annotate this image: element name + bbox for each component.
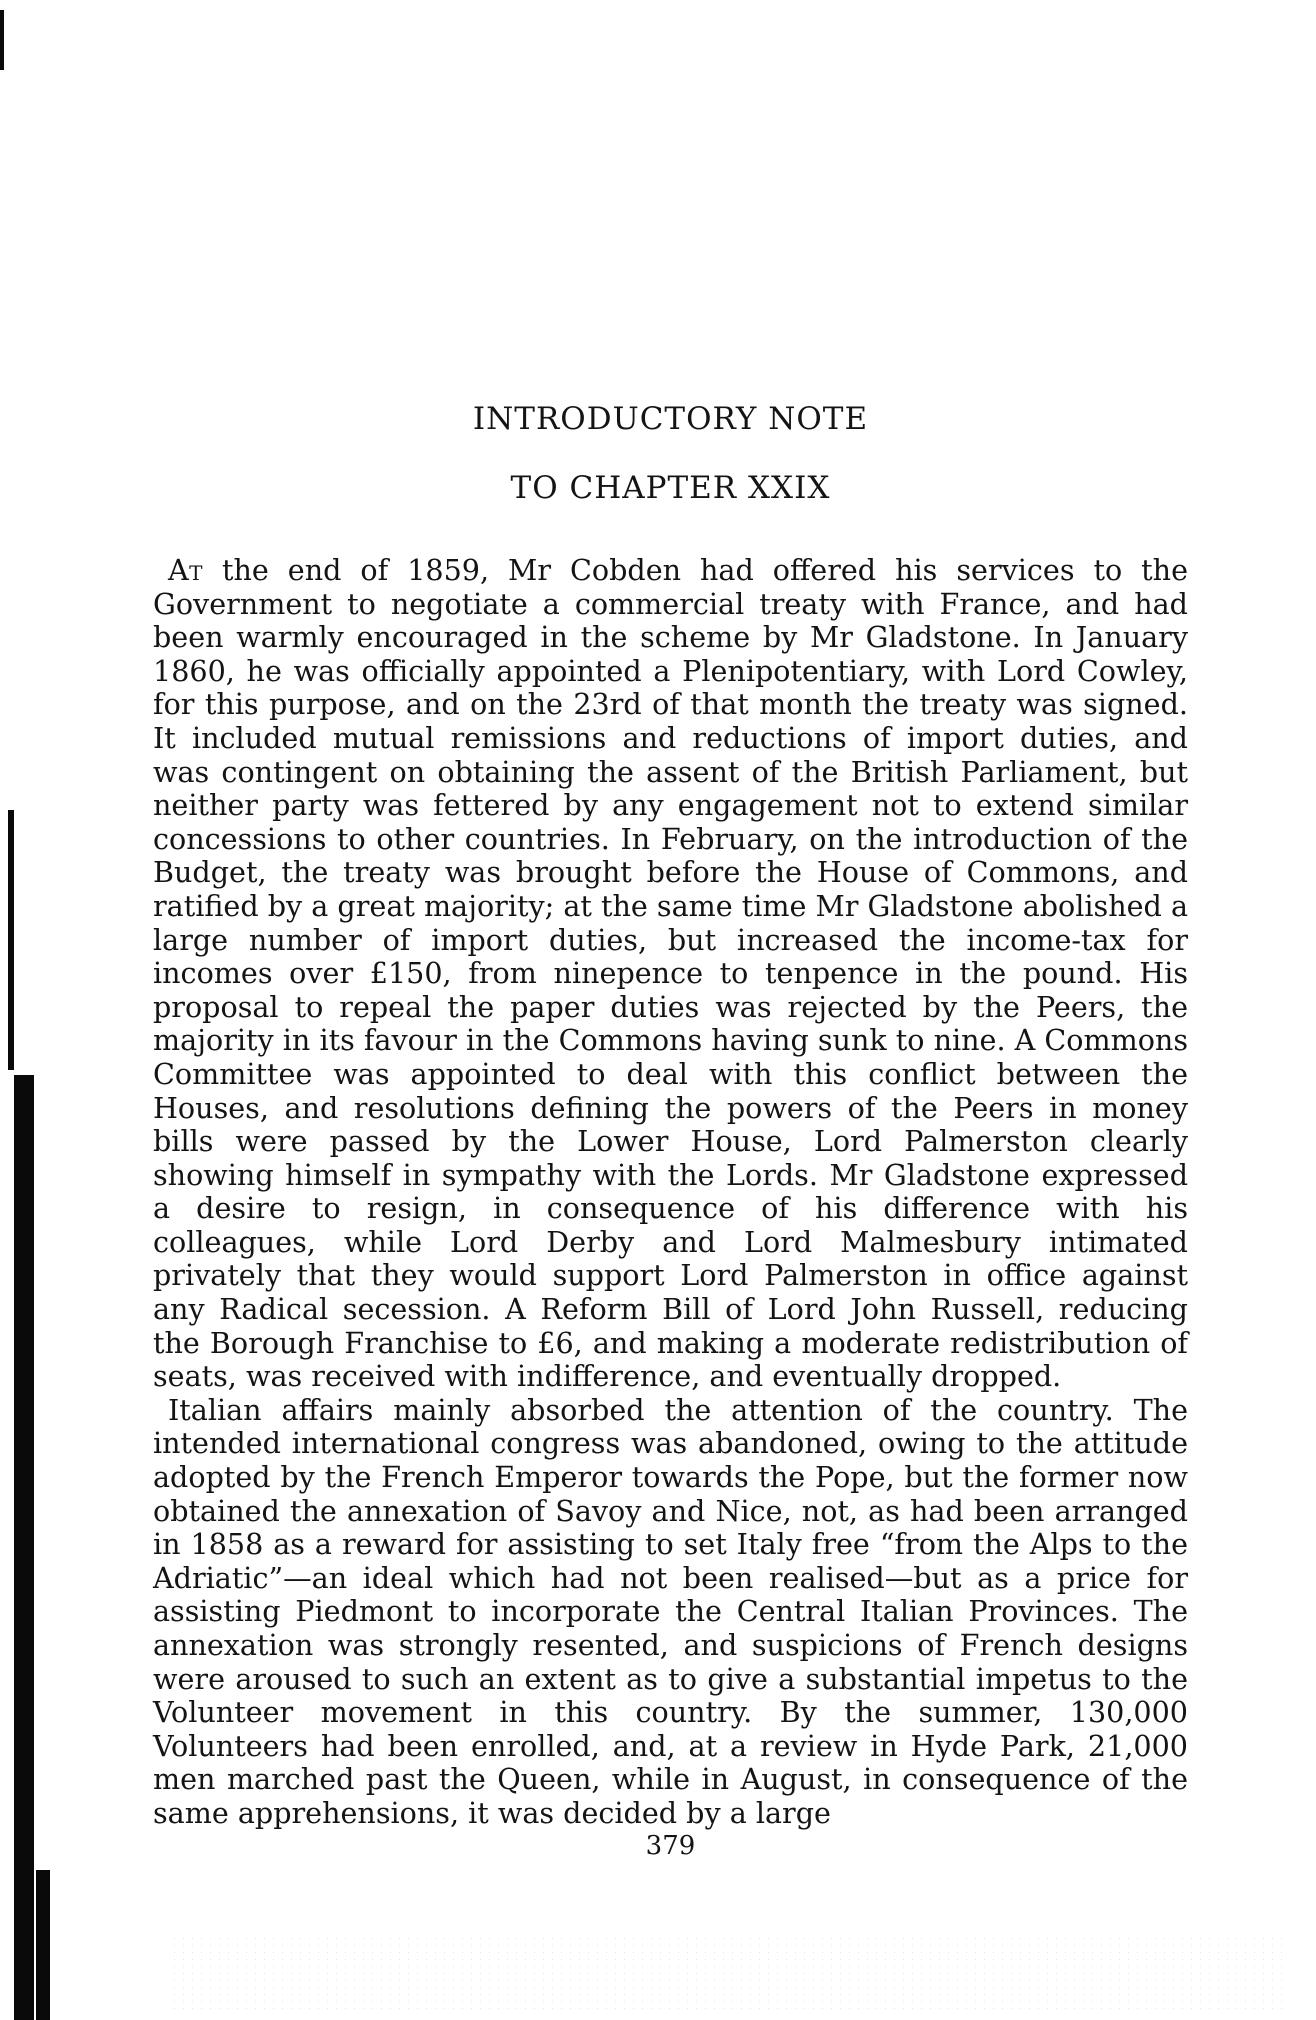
body-text xyxy=(153,554,1188,1831)
scan-edge-artifact xyxy=(36,1870,50,2020)
scan-edge-artifact xyxy=(8,810,14,1070)
page-number: 379 xyxy=(645,1830,696,1861)
book-page xyxy=(153,390,1188,1859)
scan-edge-artifact xyxy=(0,10,4,70)
paragraph xyxy=(153,554,1188,1394)
paragraph-text: Italian affairs mainly absorbed the attention of the country. The intended international congress was abandoned, owing to the attitude adopted by the French Emperor towards the Pope, but the former now obtained the annexation of Savoy and Nice, not, as had been arranged in 1858 as a reward for assisting to set Italy free “from the Alps to the Adriatic”—an ideal which had not been realised—but as a price for assisting Piedmont to incorporate the Central Italian Provinces. The annexation was strongly resented, and suspicions of French designs were aroused to such an extent as to give a substantial impetus to the Volunteer movement in this country. By the summer, 130,000 Volunteers had been enrolled, and, at a review in Hyde Park, 21,000 men marched past the Queen, while in August, in consequence of the same apprehensions, it was decided by a large xyxy=(153,1392,1188,1830)
paragraph-lead: At xyxy=(168,553,203,587)
scan-noise xyxy=(170,1935,1290,2015)
chapter-subheading: TO CHAPTER XXIX xyxy=(510,470,831,506)
paragraph xyxy=(153,1394,1188,1831)
chapter-heading: INTRODUCTORY NOTE xyxy=(472,401,869,437)
paragraph-text: the end of 1859, Mr Cobden had offered his services to the Government to negotiate a commercial treaty with France, and had been warmly encouraged in the scheme by Mr Gladstone. In January 1860, he was officially appointed a Plenipotentiary, with Lord Cowley, for this purpose, and on the 23rd of that month the treaty was signed. It included mutual remissions and reductions of import duties, and was contingent on obtaining the assent of the British Parliament, but neither party was fettered by any engagement not to extend similar concessions to other countries. In February, on the introduction of the Budget, the treaty was brought before the House of Commons, and ratified by a great majority; at the same time Mr Gladstone abolished a large number of import duties, but increased the income-tax for incomes over £150, from ninepence to tenpence in the pound. His proposal to repeal the paper duties was rejected by the Peers, the majority in its favour in the Commons having sunk to nine. A Commons Committee was appointed to deal with this conflict between the Houses, and resolutions defining the powers of the Peers in money bills were passed by the Lower House, Lord Palmerston clearly showing himself in sympathy with the Lords. Mr Gladstone expressed a desire to resign, in consequence of his difference with his colleagues, while Lord Derby and Lord Malmesbury intimated privately that they would support Lord Palmerston in office against any Radical secession. A Reform Bill of Lord John Russell, reducing the Borough Franchise to £6, and making a moderate redistribution of seats, was received with indifference, and eventually dropped. xyxy=(153,553,1189,1394)
scan-edge-artifact xyxy=(14,1075,34,2020)
